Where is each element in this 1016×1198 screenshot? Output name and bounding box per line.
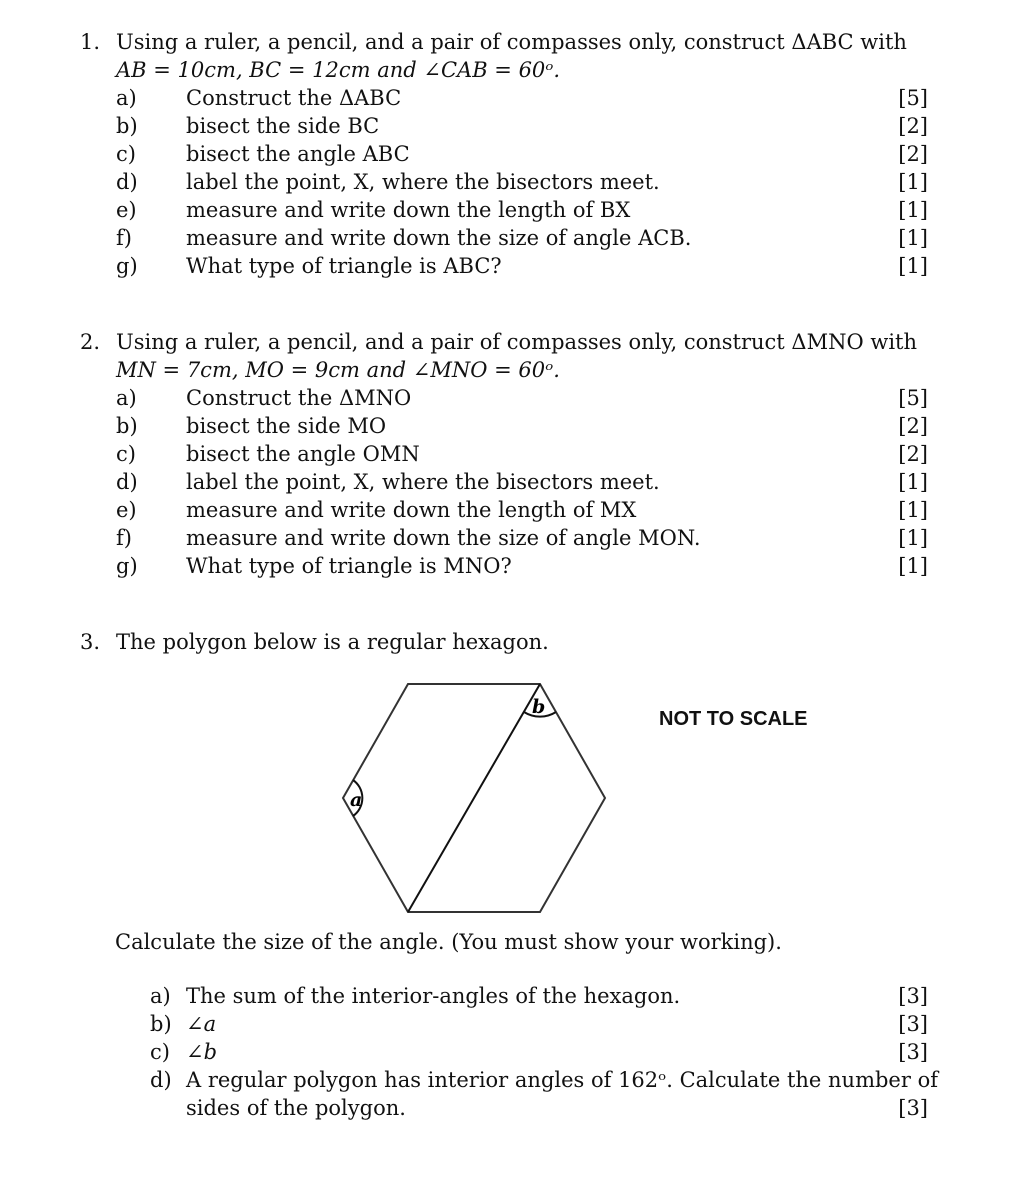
- part-marks: [1]: [898, 526, 928, 550]
- part-label: a): [150, 984, 171, 1008]
- part-text: ∠b: [186, 1040, 218, 1064]
- part-text: bisect the side MO: [186, 414, 387, 438]
- part-text: bisect the angle ABC: [186, 142, 410, 166]
- part-text: label the point, X, where the bisectors meet.: [186, 470, 660, 494]
- part-label: b): [150, 1012, 172, 1036]
- question-1-stem: [80, 28, 940, 84]
- question-number: 1.: [80, 30, 101, 54]
- part-marks: [1]: [898, 226, 928, 250]
- part-text: measure and write down the length of BX: [186, 198, 631, 222]
- question-part: [80, 524, 940, 552]
- part-label: f): [116, 226, 132, 250]
- question-given: MN = 7cm, MO = 9cm and ∠MNO = 60ᵒ.: [116, 358, 560, 382]
- part-label: d): [116, 170, 138, 194]
- part-marks: [1]: [898, 554, 928, 578]
- part-label: e): [116, 498, 137, 522]
- part-marks: [3]: [898, 1012, 928, 1036]
- question-part: [80, 196, 940, 224]
- question-part: [150, 1066, 938, 1122]
- question-text: The polygon below is a regular hexagon.: [116, 630, 549, 654]
- part-label: b): [116, 114, 138, 138]
- question-part: [80, 168, 940, 196]
- part-marks: [3]: [898, 1040, 928, 1064]
- part-label: d): [150, 1068, 172, 1092]
- part-text: What type of triangle is MNO?: [186, 554, 512, 578]
- part-marks: [5]: [898, 386, 928, 410]
- part-label: c): [116, 142, 136, 166]
- part-marks: [1]: [898, 498, 928, 522]
- question-part: [80, 468, 940, 496]
- question-part: [150, 1010, 928, 1038]
- question-part: [80, 412, 940, 440]
- not-to-scale-note: NOT TO SCALE: [659, 708, 808, 730]
- part-text: Construct the ΔMNO: [186, 386, 412, 410]
- part-marks: [2]: [898, 414, 928, 438]
- question-part: [80, 112, 940, 140]
- question-part: [150, 1038, 928, 1066]
- part-label: b): [116, 414, 138, 438]
- part-text: bisect the angle OMN: [186, 442, 420, 466]
- part-marks: [2]: [898, 114, 928, 138]
- part-label: g): [116, 554, 138, 578]
- question-part: [80, 140, 940, 168]
- part-text: What type of triangle is ABC?: [186, 254, 502, 278]
- part-marks: [3]: [898, 1096, 928, 1120]
- part-text: label the point, X, where the bisectors meet.: [186, 170, 660, 194]
- question-3: [80, 628, 940, 656]
- angle-b-label: b: [532, 696, 546, 718]
- question-part: [80, 440, 940, 468]
- angle-a-label: a: [350, 789, 363, 811]
- question-part: [80, 384, 940, 412]
- part-marks: [1]: [898, 198, 928, 222]
- part-text: Construct the ΔABC: [186, 86, 402, 110]
- question-part: [80, 252, 940, 280]
- part-label: a): [116, 86, 137, 110]
- part-label: f): [116, 526, 132, 550]
- question-2-stem: [80, 328, 940, 384]
- part-text: The sum of the interior-angles of the hexagon.: [186, 984, 681, 1008]
- part-label: c): [116, 442, 136, 466]
- question-given: AB = 10cm, BC = 12cm and ∠CAB = 60ᵒ.: [116, 58, 561, 82]
- part-label: a): [116, 386, 137, 410]
- part-text-continued: sides of the polygon.: [186, 1096, 406, 1120]
- question-text: Using a ruler, a pencil, and a pair of compasses only, construct ΔABC with: [116, 30, 907, 54]
- part-marks: [1]: [898, 170, 928, 194]
- part-text: A regular polygon has interior angles of 162ᵒ. Calculate the number of: [186, 1068, 938, 1092]
- part-marks: [5]: [898, 86, 928, 110]
- question-number: 2.: [80, 330, 101, 354]
- part-text: measure and write down the size of angle ACB.: [186, 226, 692, 250]
- part-marks: [1]: [898, 470, 928, 494]
- question-number: 3.: [80, 630, 101, 654]
- part-text: measure and write down the length of MX: [186, 498, 637, 522]
- hexagon-diagonal: [408, 684, 540, 912]
- part-marks: [1]: [898, 254, 928, 278]
- question-part: [80, 224, 940, 252]
- part-label: g): [116, 254, 138, 278]
- question-1-parts: [80, 84, 940, 280]
- part-marks: [3]: [898, 984, 928, 1008]
- question-2: [80, 328, 940, 580]
- question-2-parts: [80, 384, 940, 580]
- part-label: e): [116, 198, 137, 222]
- instruction-text: Calculate the size of the angle. (You must show your working).: [115, 930, 782, 954]
- part-marks: [2]: [898, 442, 928, 466]
- question-part: [80, 552, 940, 580]
- part-label: d): [116, 470, 138, 494]
- part-label: c): [150, 1040, 170, 1064]
- part-marks: [2]: [898, 142, 928, 166]
- question-3-parts: [150, 982, 938, 1122]
- part-text: bisect the side BC: [186, 114, 380, 138]
- hexagon-figure: [320, 670, 620, 920]
- question-3-stem: [80, 628, 940, 656]
- question-part: [80, 84, 940, 112]
- question-1: [80, 28, 940, 280]
- question-part: [150, 982, 928, 1010]
- part-text: measure and write down the size of angle MON.: [186, 526, 701, 550]
- part-text: ∠a: [186, 1012, 217, 1036]
- question-text: Using a ruler, a pencil, and a pair of compasses only, construct ΔMNO with: [116, 330, 917, 354]
- question-part: [80, 496, 940, 524]
